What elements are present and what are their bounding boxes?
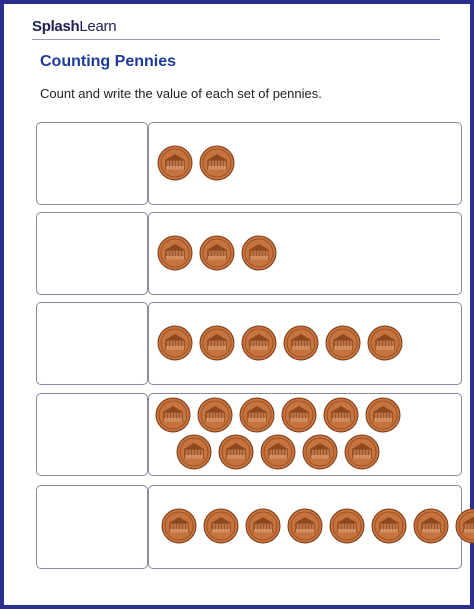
penny-icon xyxy=(329,508,365,544)
penny-icon xyxy=(283,325,319,361)
penny-icon xyxy=(367,325,403,361)
worksheet-title: Counting Pennies xyxy=(40,53,176,70)
penny-icon xyxy=(176,434,212,470)
instructions: Count and write the value of each set of pennies. xyxy=(40,86,322,101)
penny-icon xyxy=(157,235,193,271)
penny-set xyxy=(148,485,462,569)
header-divider xyxy=(32,39,440,40)
brand-logo xyxy=(32,18,116,35)
penny-icon xyxy=(199,145,235,181)
penny-icon xyxy=(197,397,233,433)
penny-set xyxy=(148,122,462,205)
penny-icon xyxy=(413,508,449,544)
penny-icon xyxy=(203,508,239,544)
penny-icon xyxy=(371,508,407,544)
penny-icon xyxy=(260,434,296,470)
penny-icon xyxy=(241,235,277,271)
penny-icon xyxy=(245,508,281,544)
penny-set xyxy=(148,302,462,385)
penny-icon xyxy=(455,508,474,544)
answer-box[interactable] xyxy=(36,212,148,295)
brand-light: Learn xyxy=(79,18,117,35)
penny-icon xyxy=(199,235,235,271)
penny-set xyxy=(148,212,462,295)
answer-box[interactable] xyxy=(36,485,148,569)
penny-icon xyxy=(157,325,193,361)
penny-icon xyxy=(199,325,235,361)
penny-icon xyxy=(241,325,277,361)
answer-box[interactable] xyxy=(36,122,148,205)
penny-icon xyxy=(161,508,197,544)
penny-icon xyxy=(302,434,338,470)
penny-icon xyxy=(323,397,359,433)
penny-icon xyxy=(365,397,401,433)
penny-icon xyxy=(155,397,191,433)
answer-box[interactable] xyxy=(36,302,148,385)
answer-box[interactable] xyxy=(36,393,148,476)
penny-icon xyxy=(239,397,275,433)
penny-icon xyxy=(157,145,193,181)
penny-set xyxy=(148,393,462,476)
penny-icon xyxy=(325,325,361,361)
penny-icon xyxy=(281,397,317,433)
penny-icon xyxy=(287,508,323,544)
penny-icon xyxy=(344,434,380,470)
penny-icon xyxy=(218,434,254,470)
brand-bold: Splash xyxy=(32,18,80,35)
